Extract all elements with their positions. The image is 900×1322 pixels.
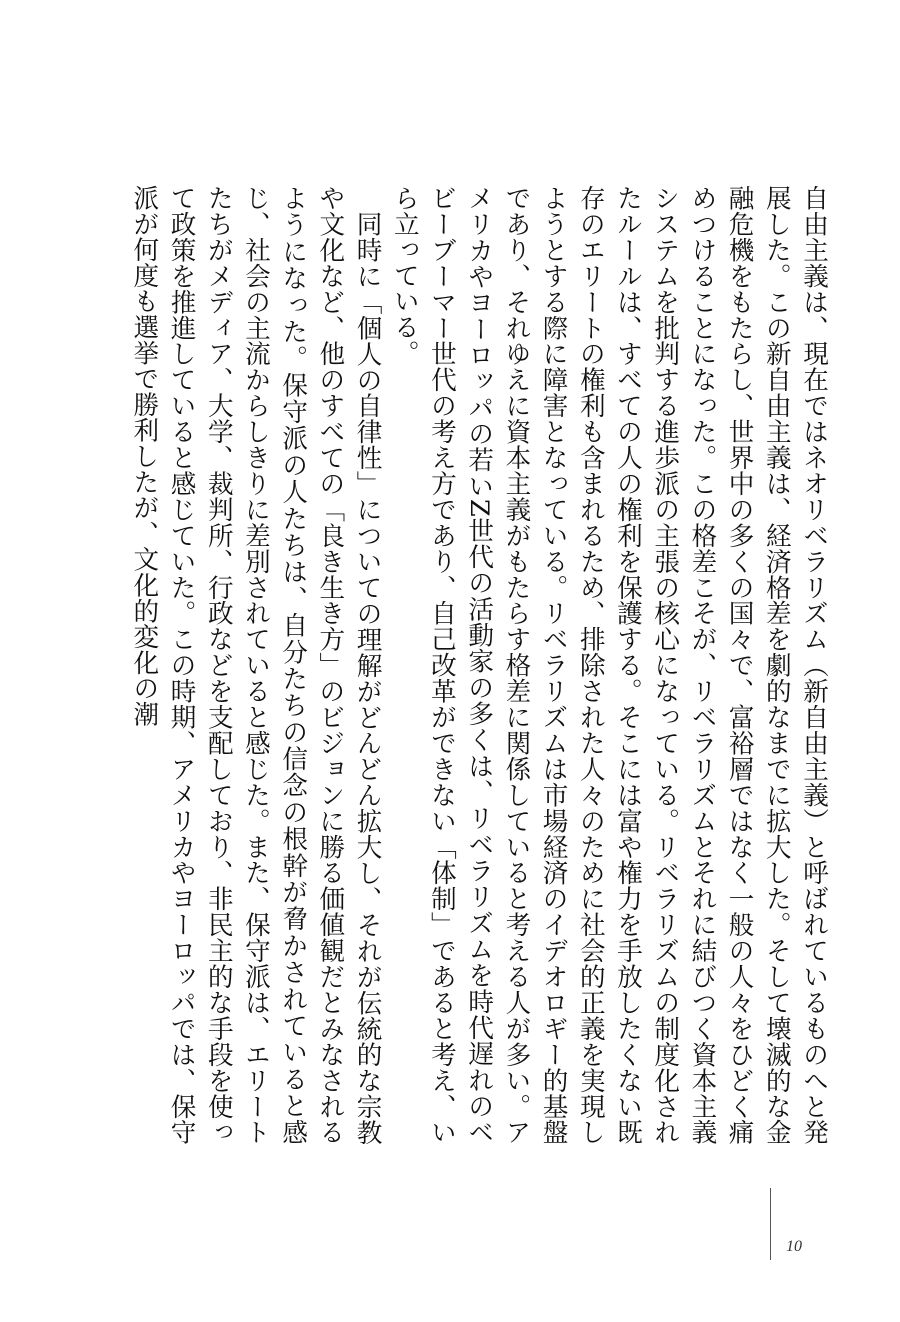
page-number: 10 bbox=[786, 1238, 802, 1255]
paragraph-1: 自由主義は、現在ではネオリベラリズム（新自由主義）と呼ばれているものへと発展した。この新自由主義は、経済格差を劇的なまでに拡大した。そして壊滅的な金融危機をもたらし、世界中の多くの国々で、富裕層ではなく一般の人々をひどく痛めつけることになった。この格差こそが、リベラリズムとそれに結びつく資本主義システムを批判する進歩派の主張の核心になっている。リベラリズムの制度化されたルールは、すべての人の権利を保護する。そこには富や権力を手放したくない既存のエリートの権利も含まれるため、排除された人々のために社会的正義を実現しようとする際に障害となっている。リベラリズムは市場経済のイデオロギー的基盤であり、それゆえに資本主義がもたらす格差に関係していると考える人が多い。アメリカやヨーロッパの若いZ世代の活動家の多くは、リベラリズムを時代遅れのベビーブーマー世代の考え方であり、自己改革ができない「体制」であると考え、いら立っている。 bbox=[389, 185, 829, 1145]
body-text bbox=[125, 185, 832, 1145]
page-number-rule bbox=[770, 1188, 771, 1260]
paragraph-2: 同時に「個人の自律性」についての理解がどんどん拡大し、それが伝統的な宗教や文化など、他のすべての「良き生き方」のビジョンに勝る価値観だとみなされるようになった。保守派の人たちは、自分たちの信念の根幹が脅かされていると感じ、社会の主流からしきりに差別されていると感じた。また、保守派は、エリートたちがメディア、大学、裁判所、行政などを支配しており、非民主的な手段を使って政策を推進していると感じていた。この時期、アメリカやヨーロッパでは、保守派が何度も選挙で勝利したが、文化的変化の潮 bbox=[129, 185, 383, 1145]
